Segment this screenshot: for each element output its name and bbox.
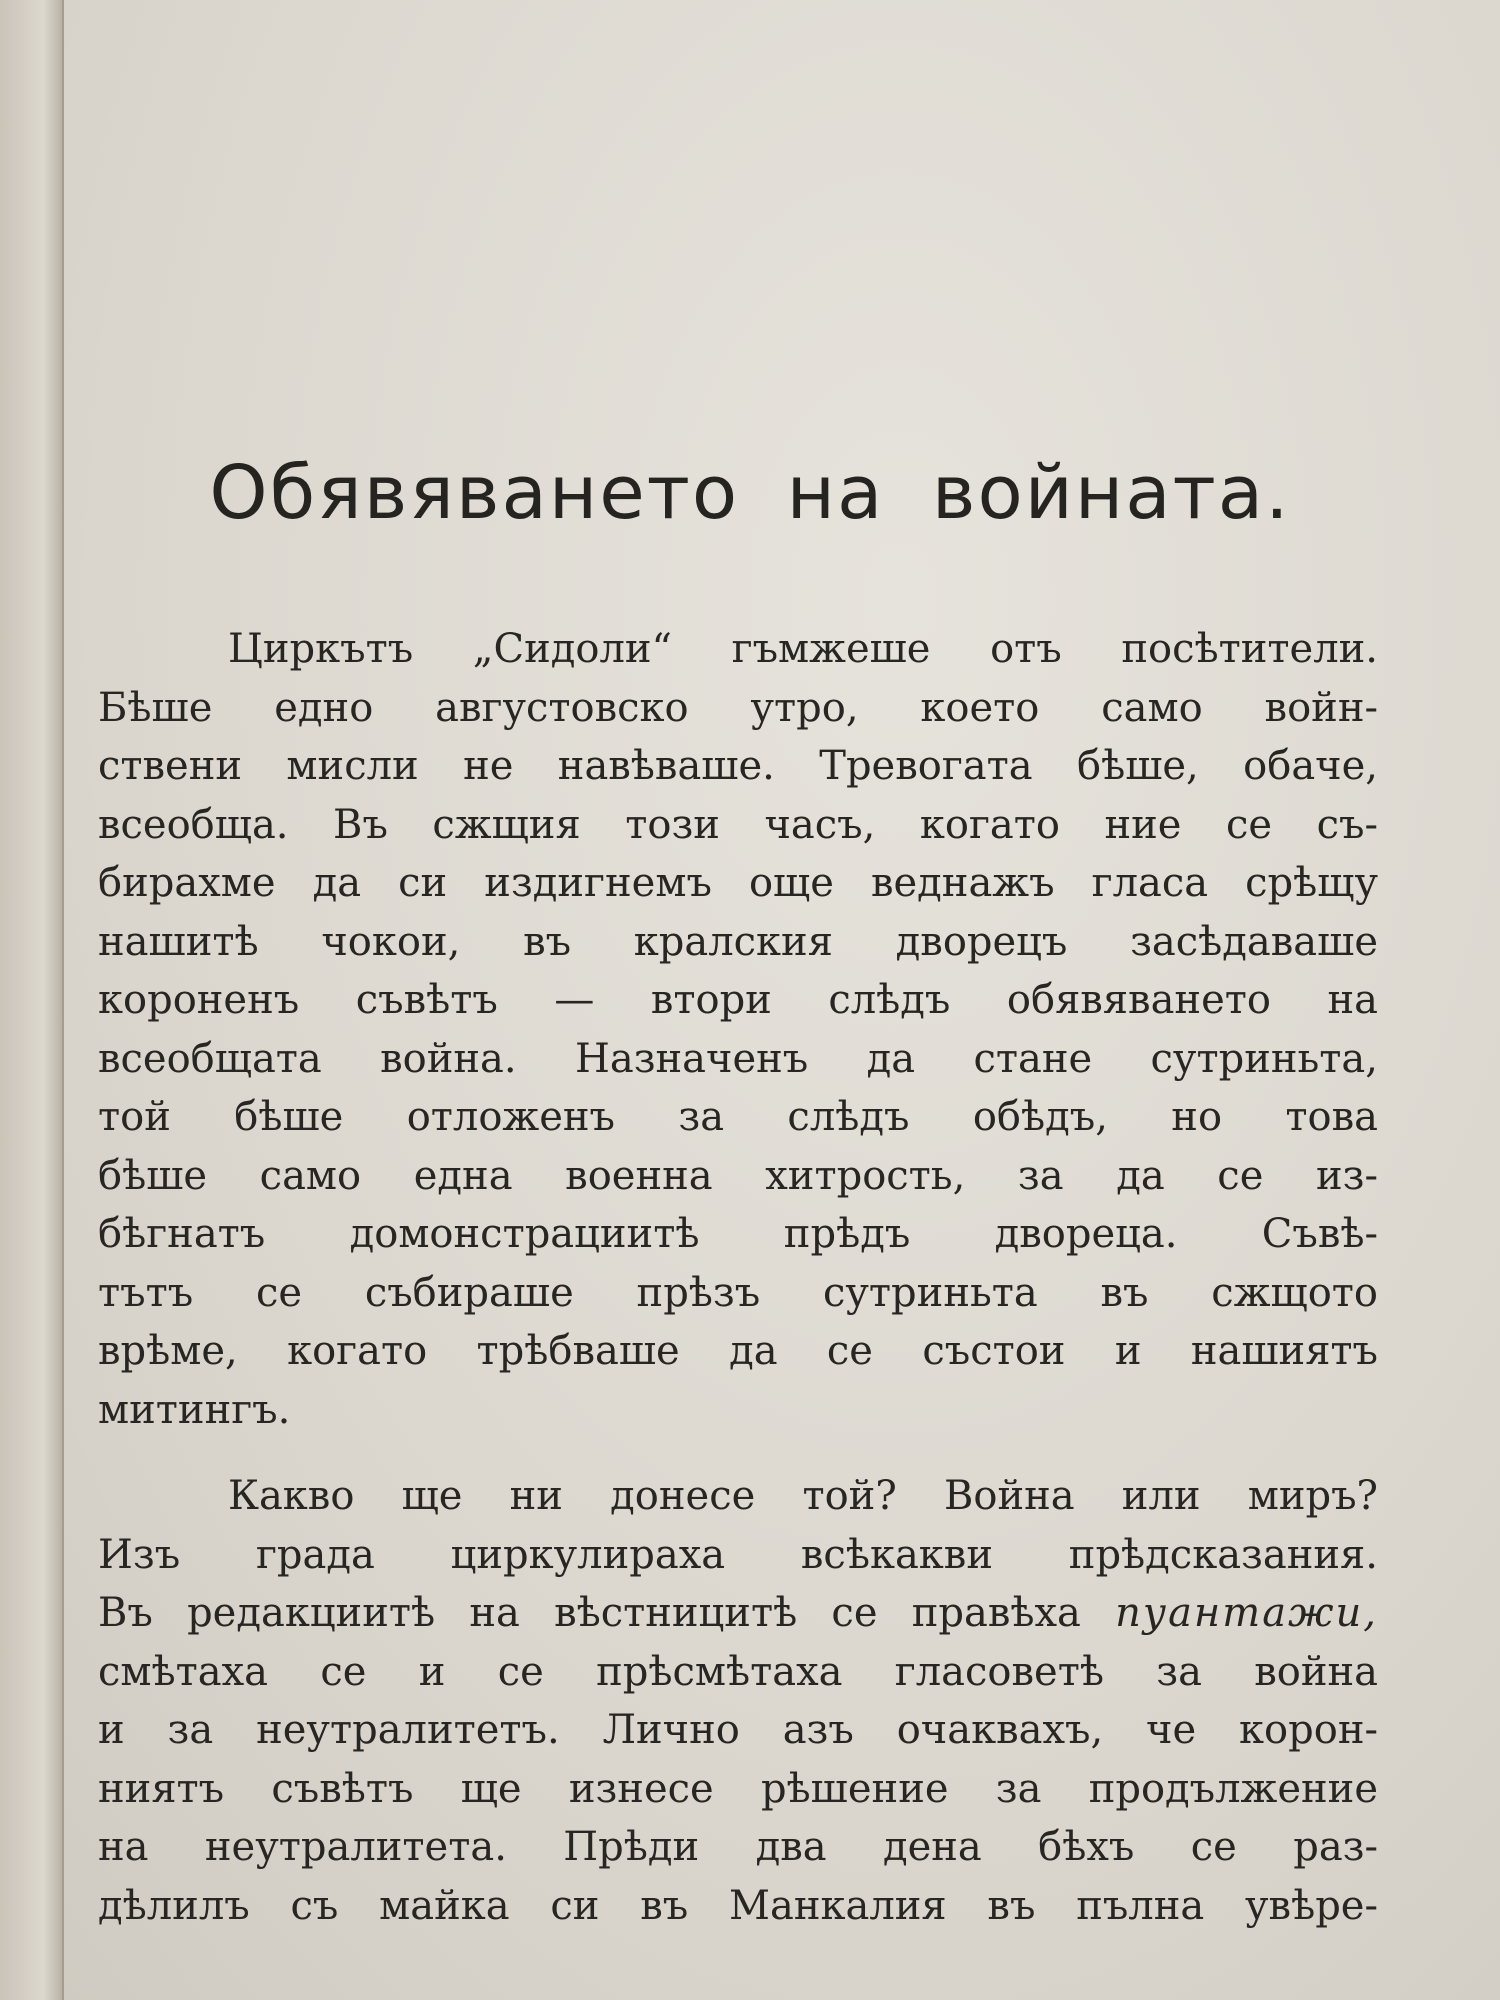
text-line: бирахме да си издигнемъ още веднажъ гласа срѣщу (98, 860, 1378, 906)
page-gutter (0, 0, 64, 2000)
body-text (98, 620, 1378, 1935)
text-line-with-emphasis (98, 1584, 1378, 1643)
text-line: Какво ще ни донесе той? Война или миръ? (228, 1473, 1378, 1519)
text-line: нашитѣ чокои, въ кралския дворецъ засѣдаваше (98, 918, 1378, 965)
text-line: ниятъ съвѣтъ ще изнесе рѣшение за продължение (98, 1765, 1378, 1812)
text-line: тътъ се събираше прѣзъ сутриньта въ сжщото (98, 1269, 1378, 1316)
text-line: митингъ. (98, 1386, 291, 1433)
text-line: Изъ града циркулираха всѣкакви прѣдсказания. (98, 1531, 1378, 1578)
text-line: Бѣше едно августовско утро, което само войн- (98, 684, 1378, 731)
chapter-title: Обявяването на войната. (209, 450, 1291, 536)
text-line: той бѣше отложенъ за слѣдъ обѣдъ, но това (98, 1094, 1378, 1140)
text-line: всеобща. Въ сжщия този часъ, когато ние се съ- (98, 801, 1378, 848)
text-line: ствени мисли не навѣваше. Тревогата бѣше, обаче, (98, 743, 1378, 789)
paragraph-gap (98, 1439, 1378, 1467)
text-line: бѣше само една военна хитрость, за да се из- (98, 1152, 1378, 1199)
text-line: всеобщата война. Назначенъ да стане сутриньта, (98, 1035, 1378, 1082)
text-line: бѣгнатъ домонстрациитѣ прѣдъ двореца. Съвѣ- (98, 1211, 1378, 1257)
text-line: дѣлилъ съ майка си въ Манкалия въ пълна увѣре- (98, 1882, 1378, 1929)
text-line: короненъ съвѣтъ — втори слѣдъ обявяването на (98, 977, 1378, 1023)
text-line: и за неутралитетъ. Лично азъ очаквахъ, че корон- (98, 1707, 1378, 1753)
text-line: смѣтаха се и се прѣсмѣтаха гласоветѣ за война (98, 1648, 1378, 1695)
text-line: врѣме, когато трѣбваше да се състои и нашиятъ (98, 1328, 1378, 1374)
emphasized-word: пуантажи, (1115, 1590, 1378, 1636)
text-line: Циркътъ „Сидоли“ гъмжеше отъ посѣтители. (228, 626, 1378, 672)
text-line-start: Въ редакциитѣ на вѣстницитѣ се правѣха (98, 1590, 1081, 1636)
text-line: на неутралитета. Прѣди два дена бѣхъ се раз- (98, 1824, 1378, 1870)
